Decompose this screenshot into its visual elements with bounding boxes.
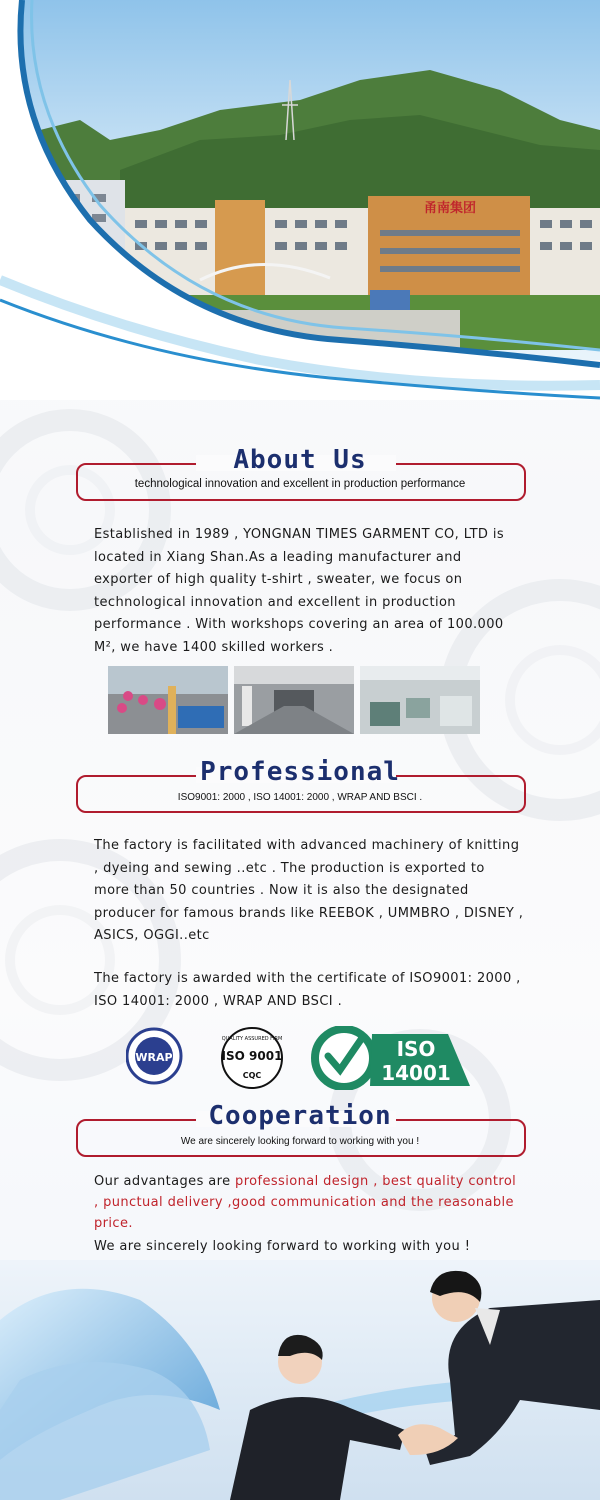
workshop-photo-machines (360, 666, 480, 734)
wrap-label: WRAP (135, 1051, 173, 1064)
handshake-illustration (0, 1260, 600, 1500)
cooperation-section-header (76, 1101, 524, 1159)
about-subtitle: technological innovation and excellent in production performance (134, 478, 466, 490)
workshop-photo-hall (234, 666, 354, 734)
factory-hero-photo (0, 0, 600, 400)
iso14001-label-top: ISO (396, 1037, 436, 1061)
cooperation-subtitle: We are sincerely looking forward to working with you ! (180, 1136, 420, 1147)
professional-paragraph-1: The factory is facilitated with advanced machinery of knitting , dyeing and sewing ..etc . The production is exported to more than 50 countries . Now it is also the designated producer for famous brands like REEBOK , UMMBRO , DISNEY , ASICS, OGGI..etc (94, 838, 524, 943)
blue-wave-decoration (0, 0, 600, 400)
cqc-label: CQC (242, 1071, 262, 1080)
workshop-photo-sewing (108, 666, 228, 734)
iso9001-logo (222, 1028, 283, 1088)
professional-paragraph-2: The factory is awarded with the certificate of ISO9001: 2000 , ISO 14001: 2000 , WRAP AND BSCI . (94, 971, 521, 1009)
about-section-header (76, 445, 524, 503)
iso9001-label: ISO 9001 (221, 1049, 283, 1063)
wrap-logo (127, 1029, 181, 1083)
professional-subtitle: ISO9001: 2000 , ISO 14001: 2000 , WRAP AND BSCI . (177, 792, 423, 803)
cooperation-lead: Our advantages are (94, 1174, 236, 1189)
workshop-photos (108, 666, 482, 734)
cooperation-paragraph (94, 1171, 524, 1234)
cooperation-closing: We are sincerely looking forward to working with you ! (94, 1239, 471, 1254)
about-paragraph: Established in 1989 , YONGNAN TIMES GARMENT CO, LTD is located in Xiang Shan.As a leading manufacturer and exporter of high quality t-shirt , sweater, we focus on technological innovation and excellent in production performance . With workshops covering an area of 100.000 M², we have 1400 skilled workers . (94, 527, 505, 655)
about-title: About Us (233, 445, 367, 475)
iso14001-label-bottom: 14001 (381, 1061, 451, 1085)
certificate-logos (126, 1026, 476, 1090)
cooperation-title: Cooperation (208, 1101, 392, 1131)
professional-section-header (76, 757, 524, 815)
iso14001-logo (315, 1029, 470, 1087)
building-sign: 甬南集团 (423, 201, 477, 216)
professional-title: Professional (200, 757, 400, 787)
cooperation-highlight: professional design , best quality control , punctual delivery ,good communication and the reasonable price. (94, 1174, 517, 1231)
iso9001-ring-text: QUALITY ASSURED FIRM (221, 1036, 283, 1042)
